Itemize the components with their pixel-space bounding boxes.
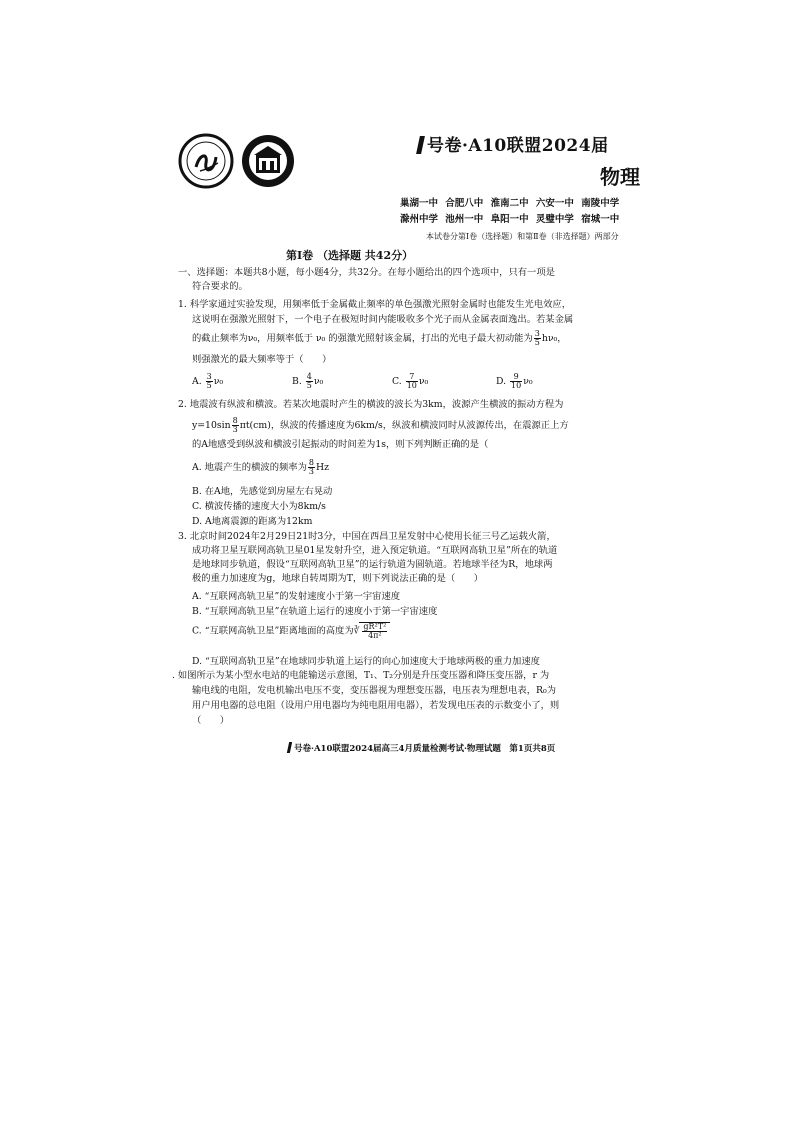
- q4-line-3: 用户用电器的总电阻（设用户用电器均为纯电阻用电器），若发现电压表的示数变小了，则: [192, 700, 560, 711]
- q1-line-4: 则强激光的最大频率等于（ ）: [192, 354, 332, 365]
- q1-fraction: $\frac{3}{5}$: [534, 329, 540, 347]
- alliance-seal-logo: [178, 133, 234, 189]
- q1-option-c: C. $\frac{7}{10}$ ν₀: [392, 372, 429, 390]
- q1-line-1: 1. 科学家通过实验发现，用频率低于金属截止频率的单色强激光照射金属时也能发生光电效应，: [178, 299, 571, 310]
- q3-line-4: 极的重力加速度为g，地球自转周期为T，则下列说法正确的是（ ）: [192, 573, 484, 584]
- q1-option-a: A. $\frac{3}{5}$ ν₀: [192, 372, 224, 390]
- q3-line-3: 是地球同步轨道，假设“互联网高轨卫星”的运行轨道为圆轨道。若地球半径为R，地球两: [192, 559, 553, 570]
- q2-line-3: 的A地感受到纵波和横波引起振动的时间差为1s，则下列判断正确的是（: [192, 439, 489, 450]
- section-instructions-cont: 符合要求的。: [192, 281, 248, 292]
- q3-option-c: C. “互联网高轨卫星”距离地面的高度为∛ $\frac{\text{gR²T²}}{\text{4π²}}$: [192, 622, 390, 640]
- q3-cube-root: ∛ $\frac{\text{gR²T²}}{\text{4π²}}$: [354, 622, 391, 640]
- q3-line-2: 成功将卫星互联网高轨卫星01星发射升空，进入预定轨道。“互联网高轨卫星”所在的轨道: [192, 545, 558, 556]
- q4-line-1: . 如图所示为某小型水电站的电能输送示意图，T₁、T₂分别是升压变压器和降压变压器，r 为: [172, 670, 550, 681]
- q4-line-2: 输电线的电阻，发电机输出电压不变，变压器视为理想变压器，电压表为理想电表，R₀为: [192, 685, 557, 696]
- footer-brand-mark-icon: [287, 742, 292, 753]
- exam-structure-note: 本试卷分第Ⅰ卷（选择题）和第Ⅱ卷（非选择题）两部分: [426, 232, 619, 241]
- q2-line-1: 2. 地震波有纵波和横波。若某次地震时产生的横波的波长为3km，波源产生横波的振动方程为: [178, 399, 564, 410]
- q1-line-2: 这说明在强激光照射下，一个电子在极短时间内能吸收多个光子而从金属表面逸出。若某金属: [192, 314, 574, 325]
- part-one-title: 第Ⅰ卷 （选择题 共42分）: [286, 249, 414, 262]
- q2-option-d: D. A地离震源的距离为12km: [192, 516, 313, 527]
- school-list-row-2: 滁州中学 池州一中 阜阳一中 灵璧中学 宿城一中: [400, 214, 620, 225]
- q2-option-c: C. 横波传播的速度大小为8km/s: [192, 501, 326, 512]
- school-list-row-1: 巢湖一中 合肥八中 淮南二中 六安一中 南陵中学: [400, 198, 620, 209]
- q3-option-b: B. “互联网高轨卫星”在轨道上运行的速度小于第一宇宙速度: [192, 606, 438, 617]
- exam-title: 号卷·A10联盟2024届: [418, 131, 609, 156]
- q3-option-a: A. “互联网高轨卫星”的发射速度小于第一宇宙速度: [192, 591, 401, 602]
- brand-mark-icon: [416, 136, 425, 154]
- q3-line-1: 3. 北京时间2024年2月29日21时3分，中国在西昌卫星发射中心使用长征三号乙运载火箭，: [178, 531, 556, 542]
- exam-page: [168, 125, 640, 770]
- q2-option-a: A. 地震产生的横波的频率为 $\frac{8}{3}$ Hz: [192, 458, 329, 476]
- q1-option-d: D. $\frac{9}{10}$ ν₀: [496, 372, 533, 390]
- subject-title: 物理: [600, 165, 640, 189]
- page-footer: 号卷·A10联盟2024届高三4月质量检测考试·物理试题 第1页共8页: [288, 742, 555, 754]
- q1-option-b: B. $\frac{4}{5}$ ν₀: [292, 372, 324, 390]
- q2-line-2: y=10sin $\frac{8}{3}$ πt(cm)，纵波的传播速度为6km/s，纵波和横波同时从波源传出，在震源正上方: [192, 416, 569, 434]
- section-instructions: 一、选择题：本题共8小题，每小题4分，共32分。在每小题给出的四个选项中，只有一项是: [178, 267, 555, 278]
- q1-line-3: 的截止频率为ν₀，用频率低于 ν₀ 的强激光照射该金属，打出的光电子最大初动能为 $\frac{3}{5}$ hν₀，: [192, 329, 567, 347]
- q4-line-4: （ ）: [192, 715, 230, 726]
- education-seal-logo: [240, 133, 296, 189]
- q3-option-d: D. “互联网高轨卫星”在地球同步轨道上运行的向心加速度大于地球两极的重力加速度: [192, 656, 540, 667]
- q2-option-b: B. 在A地，先感觉到房屋左右晃动: [192, 486, 333, 497]
